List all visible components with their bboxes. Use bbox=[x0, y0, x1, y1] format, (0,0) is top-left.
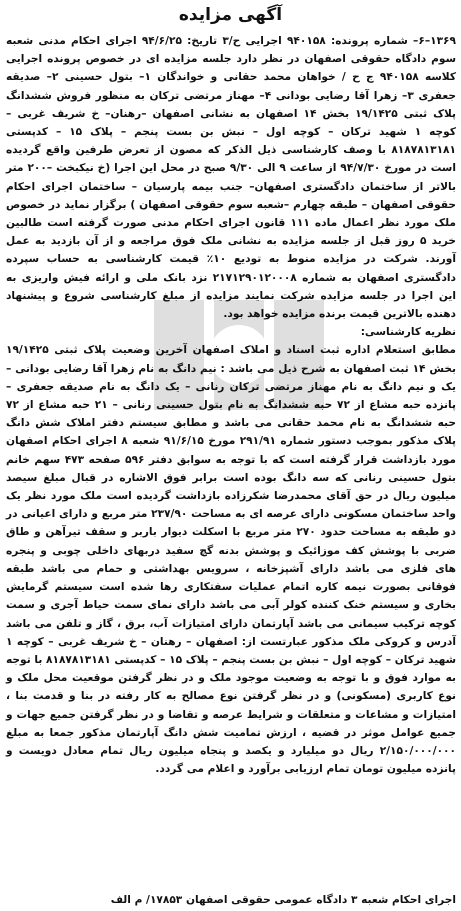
notice-body bbox=[6, 32, 456, 778]
notice-paragraph: ۱۳۶۹–۶– شماره پرونده: ۹۴۰۱۵۸ اجرایی ح/۳ تاریخ: ۹۴/۶/۲۵ اجرای احکام مدنی شعبه سوم دادگاه حقوقی اصفهان در نظر دارد جلسه مزایده ای در خصوص پرونده اجرایی کلاسه ۹۴۰۱۵۸ ج ح / خواهان محمد حقانی و خواندگان ۱– بتول حسینی ۲– صدیقه جعفری ۳– زهرا آقا رضایی بودانی ۴– مهناز مرتضی ترکان به منظور فروش ششدانگ پلاک ثبتی ۱۹/۱۴۲۵ بخش ۱۴ اصفهان به نشانی اصفهان –رهنان– خ شریف غربی – کوچه ۱ شهید ترکان – کوچه اول – نبش بن بست پنجم – پلاک ۱۵ – کدپستی ۸۱۸۷۸۱۳۱۸۱ با وصف کارشناسی ذیل الذکر که مصون از تعرض طرفین واقع گردیده است در مورخ ۹۴/۷/۳۰ از ساعت ۹ الی ۹/۳۰ صبح در محل این اجرا (خ نیکبخت –۲۰۰ متر بالاتر از ساختمان دادگستری اصفهان– جنب بیمه پارسیان – ساختمان اجرای احکام حقوقی اصفهان – طبقه چهارم –شعبه سوم حقوقی اصفهان ) برگزار نماید در خصوص ملک مورد نظر اعمال ماده ۱۱۱ قانون اجرای احکام مدنی صورت گرفته است طالبین خرید ۵ روز قبل از جلسه مزایده به نشانی ملک فوق مراجعه و از آن بازدید به عمل آورند. شرکت در مزایده منوط به تودیع ۱۰٪ قیمت کارشناسی به حساب سپرده دادگستری اصفهان به شماره ۲۱۷۱۲۹۰۱۲۰۰۰۸ نزد بانک ملی و ارائه فیش واریزی به این اجرا در جلسه مزایده شرکت نمایند مزایده از مبلغ کارشناسی شروع و پیشنهاد دهنده بالاترین قیمت برنده مزایده خواهد بود. bbox=[6, 35, 457, 321]
notice-footer: اجرای احکام شعبه ۳ دادگاه عمومی حقوقی اصفهان ۱۷۸۵۳/ م الف bbox=[110, 894, 456, 906]
auction-notice bbox=[4, 0, 457, 911]
notice-title: آگهی مزایده bbox=[178, 5, 283, 25]
notice-paragraph: مطابق استعلام اداره ثبت اسناد و املاک اصفهان آخرین وضعیت پلاک ثبتی ۱۹/۱۴۲۵ بخش ۱۴ ثبت اصفهان به شرح ذیل می باشد : نیم دانگ به نام زهرا آقا رضایی بودانی – یک و نیم دانگ به نام مهناز مرتضی ترکان رنانی – یک دانگ به نام صدیقه جعفری – پانزده حبه مشاع از ۷۲ حبه ششدانگ به نام بتول حسینی رنانی – ۲۱ حبه مشاع از ۷۲ حبه ششدانگ به نام محمد حقانی می باشد و مطابق سیستم دفتر املاک شش دانگ پلاک مذکور بموجب دستور شماره ۲۹۱/۹۱ مورخ ۹۱/۶/۱۵ شعبه ۸ اجرای احکام اصفهان مورد بازداشت قرار گرفته است که با توجه به سوابق دفتر ۵۹۶ صفحه ۴۷۳ سهم خانم بتول حسینی رنانی که سه دانگ بوده است برابر فوق الاشاره در قبال مبلغ سیصد میلیون ریال در حق آقای محمدرضا شکرزاده بازداشت گردیده است ملک مورد نظر یک واحد ساختمان مسکونی دارای عرصه ای به مساحت ۲۳۷/۹۰ متر مربع و دارای اعیانی در دو طبقه به مساحت حدود ۲۷۰ متر مربع با اسکلت دیوار باربر و سقف تیرآهن و طاق ضربی با پوشش کف موزائیک و پوشش بدنه گچ سفید دربهای داخلی چوبی و پنجره های فلزی می باشد دارای آشپزخانه ، سرویس بهداشتی و حمام می باشد طبقه فوقانی بصورت نیمه کاره اتمام عملیات سفتکاری رها شده است سیستم گرمایش بخاری و سیستم خنک کننده کولر آبی می باشد دارای نمای سمت حیاط آجری و سمت کوچه ترکیب سیمانی می باشد آپارتمان دارای امتیازات آب، برق ، گاز و تلفن می باشد آدرس و کروکی ملک مذکور عبارتست از: اصفهان – رهنان – خ شریف غربی – کوچه ۱ شهید ترکان – کوچه اول – نبش بن بست پنجم – پلاک ۱۵ – کدپستی ۸۱۸۷۸۱۳۱۸۱ با توجه به موارد فوق و با توجه به وضعیت موجود ملک و در نظر گرفتن موقعیت محل ملک و نوع کاربری (مسکونی) و در نظر گرفتن نوع مصالح به کار رفته در بنا و قدمت بنا ، امتیازات و مشاعات و متعلقات و شرایط عرصه و تقاضا و در نظر گرفتن جمیع جهات و جمیع عوامل موثر در قضیه ، ارزش تمامیت شش دانگ آپارتمان مذکور جمعا به مبلغ ۲/۱۵۰/۰۰۰/۰۰۰ ریال دو میلیارد و یکصد و پنجاه میلیون ریال تمام معادل دویست و پانزده میلیون تومان تمام ارزیابی برآورد و اعلام می گردد. bbox=[6, 344, 456, 776]
expert-opinion-heading: نظریه کارشناسی: bbox=[360, 326, 456, 339]
